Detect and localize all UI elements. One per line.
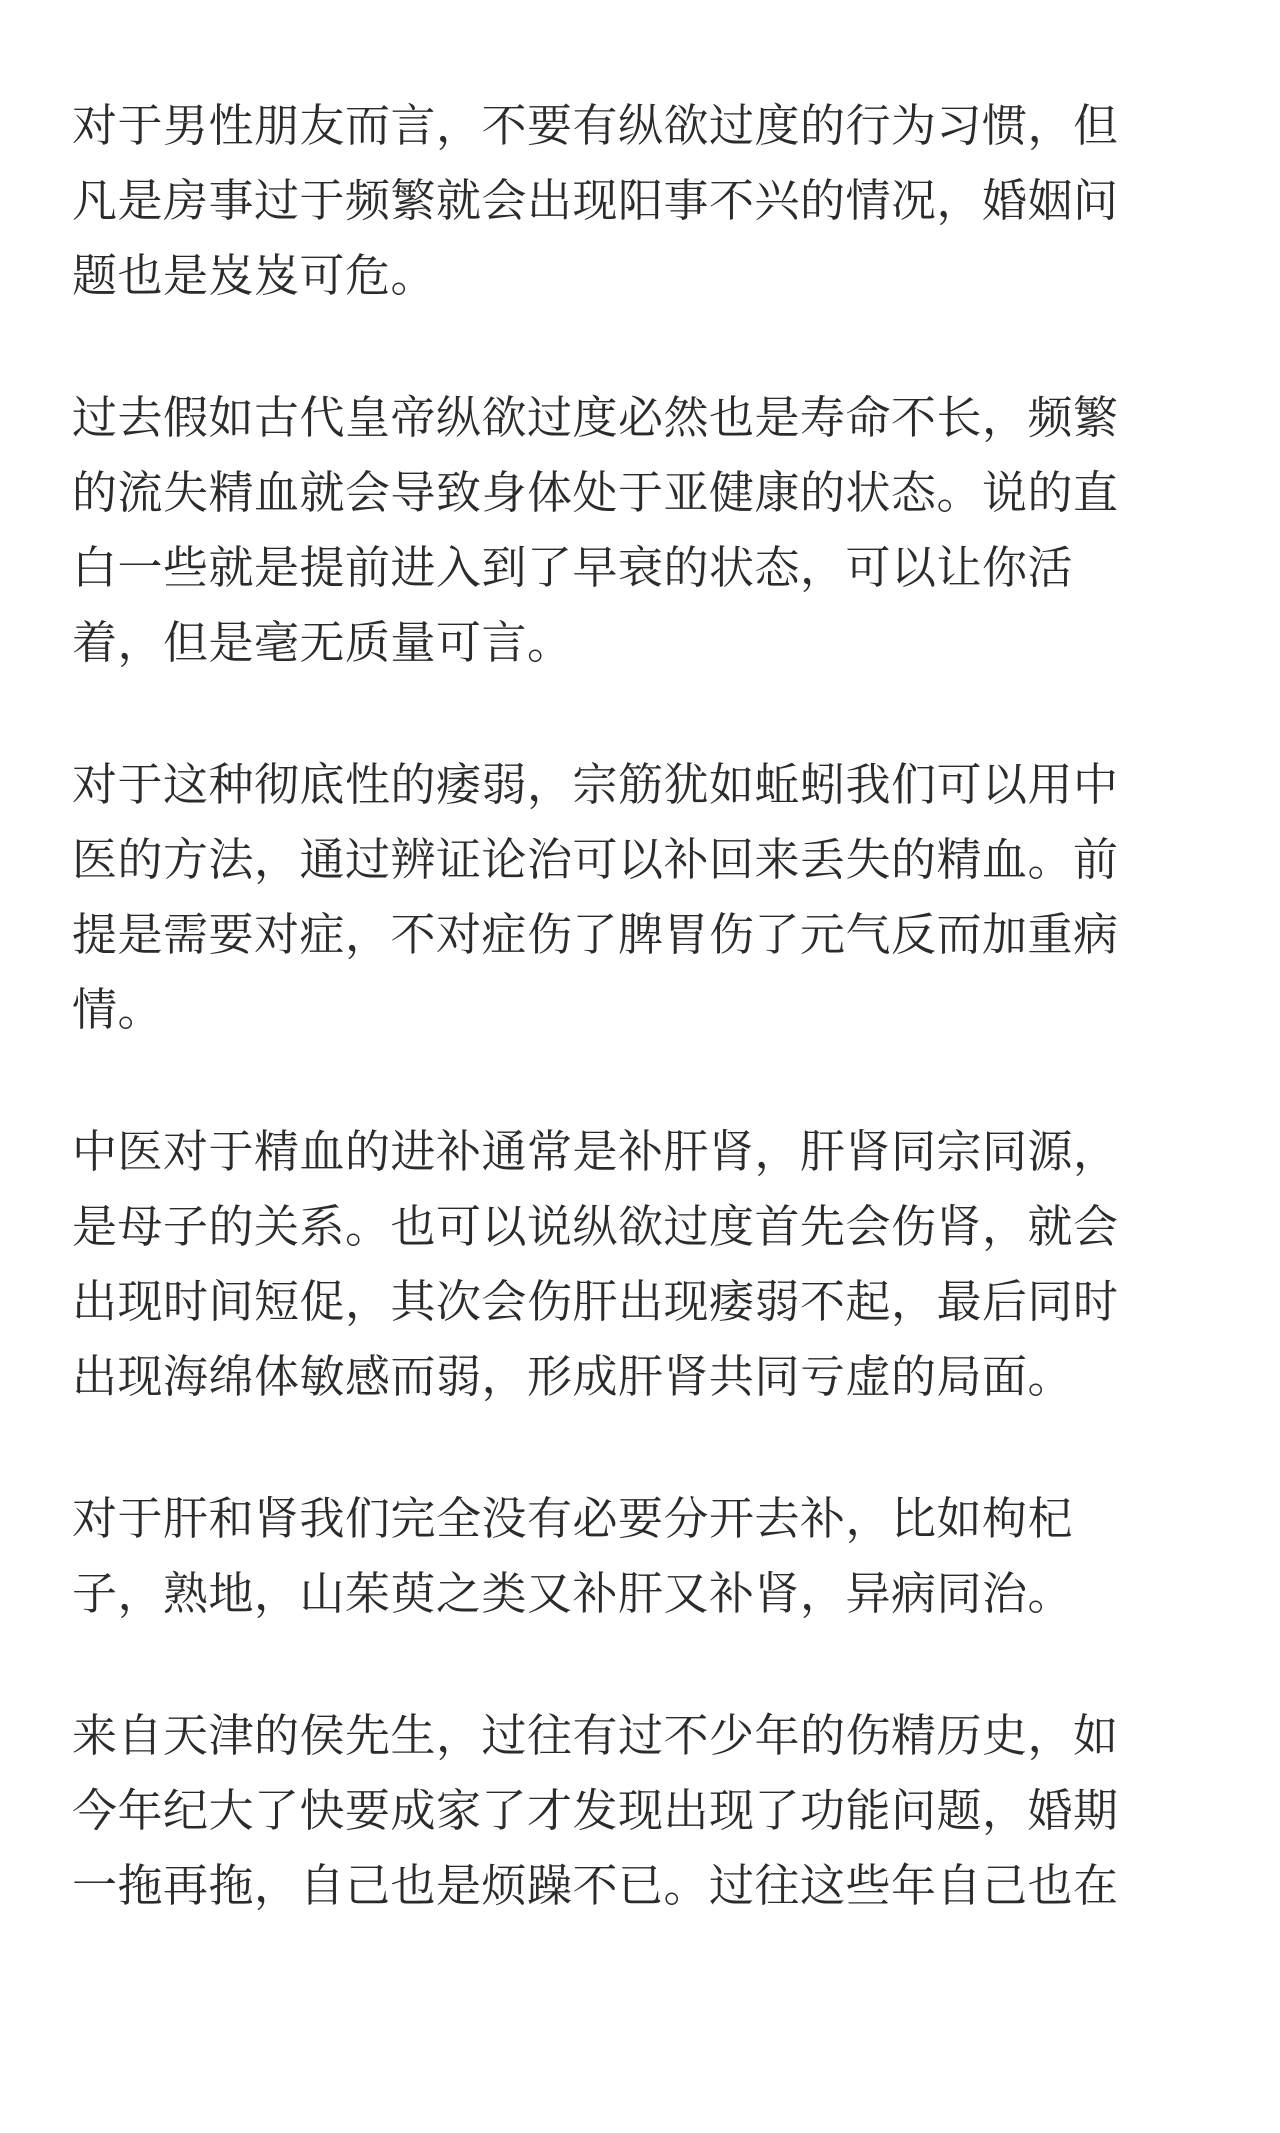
paragraph-2: 过去假如古代皇帝纵欲过度必然也是寿命不长，频繁 的流失精血就会导致身体处于亚健康的状态。说的直 白一些就是提前进入到了早衰的状态，可以让你活 着，但是毫无质量可言。 — [72, 391, 1119, 669]
paragraph-6: 来自天津的侯先生，过往有过不少年的伤精历史，如 今年纪大了快要成家了才发现出现了功能问题，婚期 一拖再拖，自己也是烦躁不已。过往这些年自己也在 — [72, 1709, 1119, 1912]
paragraph-1: 对于男性朋友而言，不要有纵欲过度的行为习惯，但 凡是房事过于频繁就会出现阳事不兴的情况，婚姻问 题也是岌岌可危。 — [72, 99, 1119, 302]
paragraph-3: 对于这种彻底性的痿弱，宗筋犹如蚯蚓我们可以用中 医的方法，通过辨证论治可以补回来丢失的精血。前 提是需要对症，不对症伤了脾胃伤了元气反而加重病 情。 — [72, 758, 1119, 1036]
article-body — [72, 88, 1212, 1990]
paragraph-4: 中医对于精血的进补通常是补肝肾，肝肾同宗同源， 是母子的关系。也可以说纵欲过度首先会伤肾，就会 出现时间短促，其次会伤肝出现痿弱不起，最后同时 出现海绵体敏感而弱，形成肝肾共同亏虚的局面。 — [72, 1125, 1119, 1403]
paragraph-5: 对于肝和肾我们完全没有必要分开去补，比如枸杞 子，熟地，山茱萸之类又补肝又补肾，异病同治。 — [72, 1492, 1074, 1620]
